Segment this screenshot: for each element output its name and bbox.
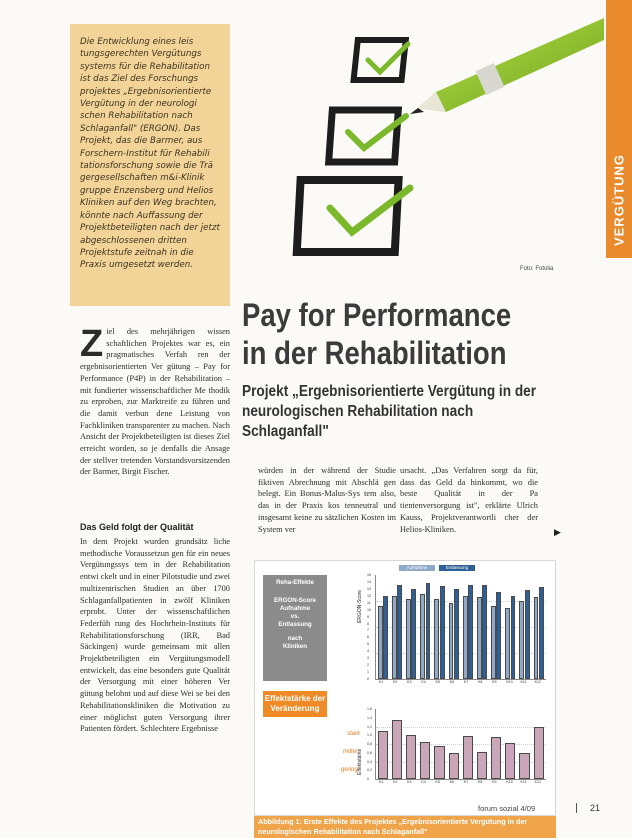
chart-bar (434, 599, 439, 679)
bottom-chart-ylabel: Effektstärke (357, 748, 363, 775)
chart-bar (534, 727, 544, 780)
x-tick-label: K8 (478, 780, 483, 784)
chart-bar (482, 585, 487, 679)
chart-bar (511, 596, 516, 679)
y-tick-label: 8 (367, 621, 369, 626)
y-tick-label: 0,8 (367, 742, 372, 746)
chart-bar (378, 606, 383, 679)
chart-bar (519, 601, 524, 679)
y-tick-label: 2 (367, 663, 369, 668)
photo-credit: Foto: Fotolia (520, 266, 554, 272)
section-tab-label: VERGÜTUNG (611, 153, 627, 247)
box-line: Entlassung (278, 621, 312, 628)
effect-size-box: Effektstärke der Veränderung (263, 691, 327, 717)
box-line: Aufnahme (279, 605, 311, 612)
chart-bar (420, 594, 425, 679)
chart-bar (383, 596, 388, 679)
chart-bar (378, 731, 388, 779)
x-tick-label: K3 (407, 780, 412, 784)
chart-bar (426, 583, 431, 679)
chart-bar (449, 603, 454, 679)
y-tick-label: 13 (367, 586, 371, 591)
chart-bar (463, 736, 473, 779)
chart-bar (420, 742, 430, 779)
box-line: ERGON-Score (274, 597, 316, 604)
bottom-bar-chart (367, 707, 546, 784)
x-tick-label: K7 (463, 680, 469, 684)
y-tick-label: 5 (367, 642, 369, 647)
y-tick-label: 9 (367, 614, 369, 619)
box-line: Kliniken (282, 643, 308, 650)
x-tick-label: K3 (407, 680, 412, 684)
x-tick-label: K5 (435, 780, 440, 784)
box-line: nach (287, 635, 303, 642)
x-tick-label: K5 (435, 680, 440, 684)
chart-bar (491, 606, 496, 679)
box-line: Reha-Effekte (276, 579, 314, 586)
level-label-medium: mittel (343, 749, 358, 755)
x-tick-label: K9 (492, 780, 497, 784)
y-tick-label: 15 (367, 573, 371, 577)
chart-bar (406, 735, 416, 779)
y-tick-label: 11 (367, 600, 371, 605)
section-heading: Das Geld folgt der Qualität (80, 522, 194, 532)
y-tick-label: 4 (367, 649, 369, 654)
chart-bar (392, 720, 402, 779)
x-tick-label: K11 (520, 780, 527, 784)
x-tick-label: K2 (393, 680, 398, 684)
title-line-2: in der Rehabilitation (242, 335, 507, 371)
x-tick-label: K11 (520, 680, 527, 684)
chart-bar (454, 589, 459, 679)
body-column-2: würden in der während der Studie fiktiven Abrechnung mit Abschlä gen belegt. Ein Bonus-Malus-Sys tem also, das in der Praxis kos tenneutral und insgesamt keine zu sätzlichen Kosten im System ver (258, 466, 396, 534)
footer-publication: forum sozial 4/09 (478, 804, 536, 813)
y-tick-label: 10 (367, 607, 371, 612)
x-tick-label: K4 (421, 780, 426, 784)
x-tick-label: K8 (478, 680, 483, 684)
y-tick-label: 0,4 (367, 759, 372, 764)
chart-bar (505, 743, 515, 779)
y-tick-label: 1,2 (367, 724, 372, 729)
chart-bar (406, 599, 411, 679)
continue-arrow-icon: ▶ (554, 527, 561, 537)
chart-bar (440, 586, 445, 679)
y-tick-label: 6 (367, 635, 369, 640)
chart-bar (477, 597, 482, 679)
body-column-1b: In dem Projekt wurden grundsätz liche methodische Voraussetzun gen für ein neues Vergütungssys tem in der Rehabilitation entwi ckelt und in einer Pilotstudie und zwei multizentrischen Studien an über 1700 Schlaganfallpatienten in zwölf Kliniken erprobt. Unter der wissenschaftlichen Federfüh rung des Hochrhein-Instituts für Rehabilitationsforschung (IRR, Bad Säckingen) wurde gemeinsam mit allen Projektbeteiligten ein Vergütungsmodell entwickelt, das eine besonders gute Qualität der Versorgung mit einer höheren Ver gütung belohnt und auf diese Wei se bei den Rehabilitationskliniken die Motivation zu einer möglichst guten Versorgung ihrer Patienten fördert. Schlechtere Ergebnisse (80, 537, 230, 734)
body-column-3: ursacht. „Das Verfahren sorgt da für, dass das Geld da hinkommt, wo die beste Qualität in der Pa tientenversorgung ist", erklärte Ulrich Kauss, Projektverantwortli cher der Helios-Kliniken. (400, 466, 538, 534)
x-tick-label: K7 (463, 780, 469, 784)
article-subtitle: Projekt „Ergebnisorientierte Vergütung in der neurologischen Rehabilitation nach Schlaganfall" (242, 383, 537, 440)
y-tick-label: 12 (367, 593, 371, 598)
x-tick-label: K2 (393, 780, 398, 784)
y-tick-label: 3 (367, 656, 369, 661)
chart-bar (392, 596, 397, 679)
article-title (242, 296, 526, 372)
y-tick-label: 1 (367, 670, 369, 675)
x-tick-label: K12 (534, 780, 542, 784)
top-bar-chart (367, 573, 546, 684)
y-tick-label: 1,0 (367, 733, 372, 738)
y-tick-label: 14 (367, 579, 371, 584)
page-number: 21 (590, 803, 601, 813)
chart-bar (525, 590, 530, 679)
chart-bar (397, 585, 402, 679)
chart-bar (411, 589, 416, 679)
y-tick-label: 0,6 (367, 750, 372, 755)
body-column-1 (80, 323, 230, 478)
y-tick-label: 7 (367, 628, 369, 633)
level-label-low: gering (341, 767, 358, 773)
x-tick-label: K9 (492, 680, 497, 684)
chart-bar (505, 608, 510, 679)
intro-box (70, 24, 230, 306)
chart-bar (519, 753, 529, 779)
y-tick-label: 0 (367, 677, 369, 681)
chart-bar (534, 597, 539, 679)
col1-paragraph: iel des mehrjährigen wissen schaftlichen Projektes war es, ein pragmatisches Verfah ren der ergebnisorientierten Ver gütung – Pay for Performance (P4P) in der Rehabilitation – mit fundierter wissenschaftlicher Me thodik zu erproben, zur Marktreife zu führen und die damit verbun dene Leistung von Fachkliniken transparenter zu machen. Nach Ansicht der Projektbeteiligten ist dieses Ziel erreicht worden, so je denfalls die Ansage der stellver tretenden Vorstandsvorsitzenden der Barmer, Birgit Fischer. (80, 327, 230, 477)
figure-caption: Abbildung 1: Erste Effekte des Projektes „Ergebnisorientierte Vergütung in der neurologischen Rehabilitation nach Schlaganfall" (254, 816, 556, 838)
chart-bar (496, 592, 501, 679)
drop-cap: Z (80, 323, 104, 365)
x-tick-label: K4 (421, 680, 426, 684)
chart-bar (434, 746, 444, 779)
x-tick-label: K12 (534, 680, 542, 684)
box-line: vs. (290, 613, 300, 620)
x-tick-label: K10 (506, 780, 513, 784)
x-tick-label: K6 (449, 780, 455, 784)
y-tick-label: 1,6 (367, 707, 372, 711)
chart-bar (463, 596, 468, 679)
chart-bar (539, 587, 544, 679)
level-label-strong: stark (347, 731, 361, 737)
x-tick-label: K1 (378, 780, 384, 784)
legend-entlassung: Entlassung (439, 565, 475, 571)
y-tick-label: 0 (367, 777, 369, 781)
x-tick-label: K1 (378, 680, 384, 684)
y-tick-label: 0,2 (367, 768, 372, 773)
checklist-pen-illustration (240, 0, 604, 262)
chart-bar (477, 752, 487, 779)
chart-bar (491, 737, 501, 779)
top-chart-ylabel: ERGON-Score (357, 589, 363, 623)
x-tick-label: K6 (449, 680, 455, 684)
chart-bar (449, 753, 459, 779)
footer-divider (576, 803, 577, 813)
legend-aufnahme: Aufnahme (399, 565, 435, 571)
x-tick-label: K10 (506, 680, 513, 684)
title-line-1: Pay for Performance (242, 297, 512, 333)
y-tick-label: 1,4 (367, 715, 372, 720)
intro-text: Die Entwicklung eines leis tungsgerechten Vergütungs systems für die Rehabilitation ist das Ziel des Forschungs projektes „Ergebnisorientierte Vergütung in der neurologi schen Rehabilitation nach Schlaganfall" (ERGON). Das Projekt, das die Barmer, aus Forschern-Institut für Rehabili tationsforschung sowie die Trä gergesellschaften m&i-Klinik gruppe Enzensberg und Helios Kliniken auf den Weg brachten, könnte nach Auffassung der Projektbeteiligten nach der jetzt abgeschlossenen dritten Projektstufe zeitnah in die Praxis umgesetzt werden. (80, 37, 220, 271)
section-tab (606, 0, 632, 258)
chart-bar (468, 585, 473, 679)
reha-effects-box (263, 575, 327, 681)
checklist-photo (240, 0, 604, 262)
results-figure (254, 560, 556, 816)
